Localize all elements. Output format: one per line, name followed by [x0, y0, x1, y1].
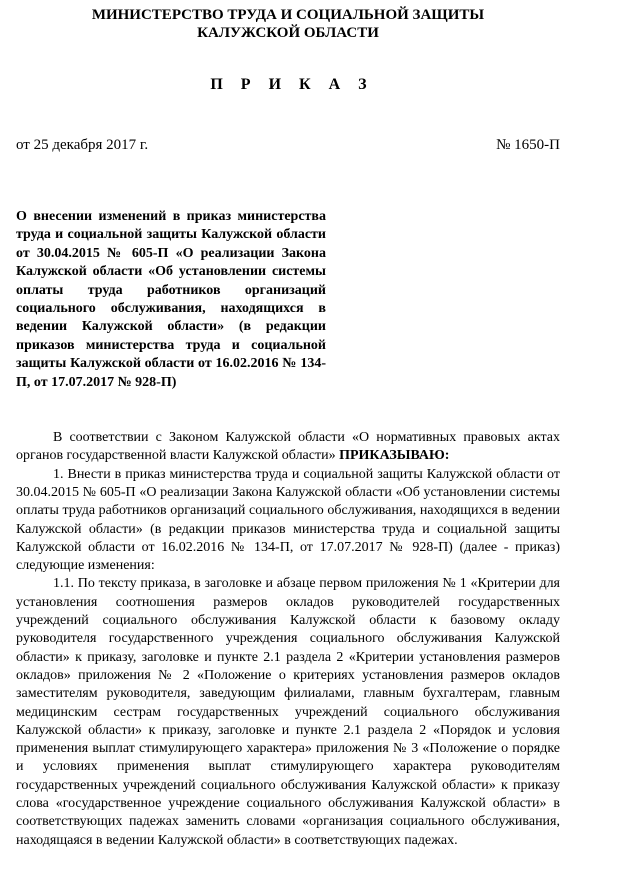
- organization-name: [16, 0, 560, 42]
- org-line-2: КАЛУЖСКОЙ ОБЛАСТИ: [197, 25, 379, 41]
- order-subject: О внесении изменений в приказ министерства труда и социальной защиты Калужской области от 30.04.2015 № 605-П «О реализации Закона Калужской области «Об установлении системы оплаты труда работников организаций социального обслуживания, находящихся в ведении Калужской области» (в редакции приказов министерства труда и социальной защиты Калужской области от 16.02.2016 № 134-П, от 17.07.2017 № 928-П): [16, 209, 326, 390]
- date-number-row: [16, 94, 560, 154]
- order-number: № 1650-П: [496, 137, 560, 153]
- org-line-1: МИНИСТЕРСТВО ТРУДА И СОЦИАЛЬНОЙ ЗАЩИТЫ: [91, 7, 485, 23]
- item-1-paragraph: 1. Внести в приказ министерства труда и социальной защиты Калужской области от 30.04.2015 № 605-П «О реализации Закона Калужской области «Об установлении системы оплаты труда работников организаций социального обслуживания, находящихся в ведении Калужской области» (в редакции приказов министерства труда и социальной защиты Калужской области от 16.02.2016 № 134-П, от 17.07.2017 № 928-П) (далее - приказ) следующие изменения:: [16, 466, 560, 574]
- intro-paragraph: [16, 429, 560, 466]
- intro-text: В соответствии с Законом Калужской области «О нормативных правовых актах органов государственной власти Калужской области»: [16, 430, 560, 464]
- item-1-1-paragraph: 1.1. По тексту приказа, в заголовке и абзаце первом приложения № 1 «Критерии для установления соотношения размеров окладов руководителей государственных учреждений социального обслуживания Калужской области к базовому окладу руководителя государственного учреждения социального обслуживания Калужской области» к приказу, заголовке и пункте 2.1 раздела 2 «Критерии установления размеров окладов» приложения № 2 «Положение о критериях установления размеров окладов заместителям руководителя, заведующим филиалами, главным бухгалтерам, главным медицинским сестрам государственных учреждений социального обслуживания Калужской области» к приказу, заголовке и пункте 2.1 раздела 2 «Порядок и условия применения выплат стимулирующего характера» приложения № 3 «Положение о порядке и условиях применения выплат стимулирующего характера руководителям государственных учреждений социального обслуживания Калужской области» к приказу слова «государственное учреждение социального обслуживания Калужской области» в соответствующих падежах заменить словами «организация социального обслуживания, находящаяся в ведении Калужской области» в соответствующих падежах.: [16, 576, 560, 848]
- order-date: от 25 декабря 2017 г.: [16, 137, 149, 153]
- document-type-title: П Р И К А З: [210, 76, 374, 93]
- order-body: [16, 392, 560, 850]
- order-keyword: ПРИКАЗЫВАЮ:: [339, 448, 450, 464]
